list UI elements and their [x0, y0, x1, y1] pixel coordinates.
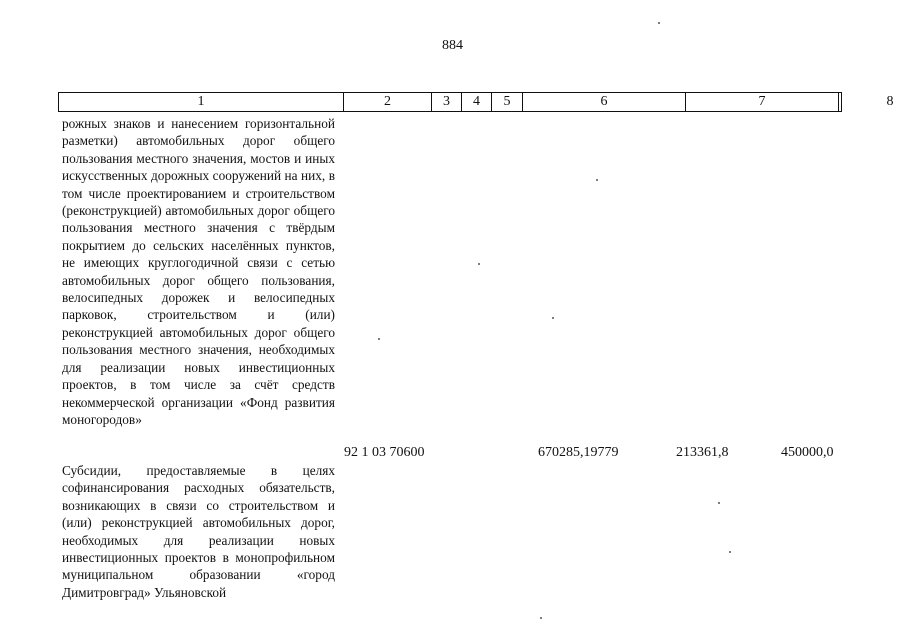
- scan-speck: [478, 263, 480, 265]
- description-text: Субсидии, предоставляемые в целях софинансирования расходных обязательств, возникающих в связи со строительством и (или) реконструкцией автомобильных дорог, необходимых для реализации новых инвестиционных проектов в монопрофильном муниципальном образовании «город Димитровград» Ульяновской: [62, 463, 335, 600]
- page-number: 884: [442, 38, 463, 53]
- header-col-6: 6: [522, 93, 685, 111]
- scan-speck: [378, 338, 380, 340]
- table-header-row: [58, 92, 894, 112]
- header-col-4: 4: [461, 93, 491, 111]
- header-col-8: 8: [838, 93, 905, 111]
- scan-speck: [552, 317, 554, 319]
- header-col-3: 3: [431, 93, 461, 111]
- row-2-description: [62, 462, 335, 601]
- scan-speck: [718, 502, 720, 504]
- header-col-7: 7: [685, 93, 838, 111]
- row-1-col-6: 670285,19779: [538, 445, 619, 460]
- scan-speck: [729, 551, 731, 553]
- header-col-5: 5: [491, 93, 522, 111]
- scan-speck: [596, 179, 598, 181]
- header-col-2: 2: [343, 93, 431, 111]
- row-1-description: [62, 115, 335, 428]
- header-col-1: 1: [197, 94, 205, 109]
- scan-speck: [540, 617, 542, 619]
- row-1-col-7: 213361,8: [676, 445, 729, 460]
- row-1-code: 92 1 03 70600: [344, 445, 425, 460]
- row-1-col-8: 450000,0: [781, 445, 834, 460]
- scan-speck: [658, 22, 660, 24]
- description-text: рожных знаков и нанесением горизонтальной разметки) автомобильных дорог общего пользования местного значения, мостов и иных искусственных дорожных сооружений на них, в том числе проектированием и строительством (реконструкцией) автомобильных дорог общего пользования местного значения с твёрдым покрытием до сельских населённых пунктов, не имеющих круглогодичной связи с сетью автомобильных дорог общего пользования, велосипедных дорожек и велосипедных парковок, строительством и (или) реконструкцией автомобильных дорог общего пользования местного значения, необходимых для реализации новых инвестиционных проектов, в том числе за счёт средств некоммерческой организации «Фонд развития моногородов»: [62, 116, 335, 427]
